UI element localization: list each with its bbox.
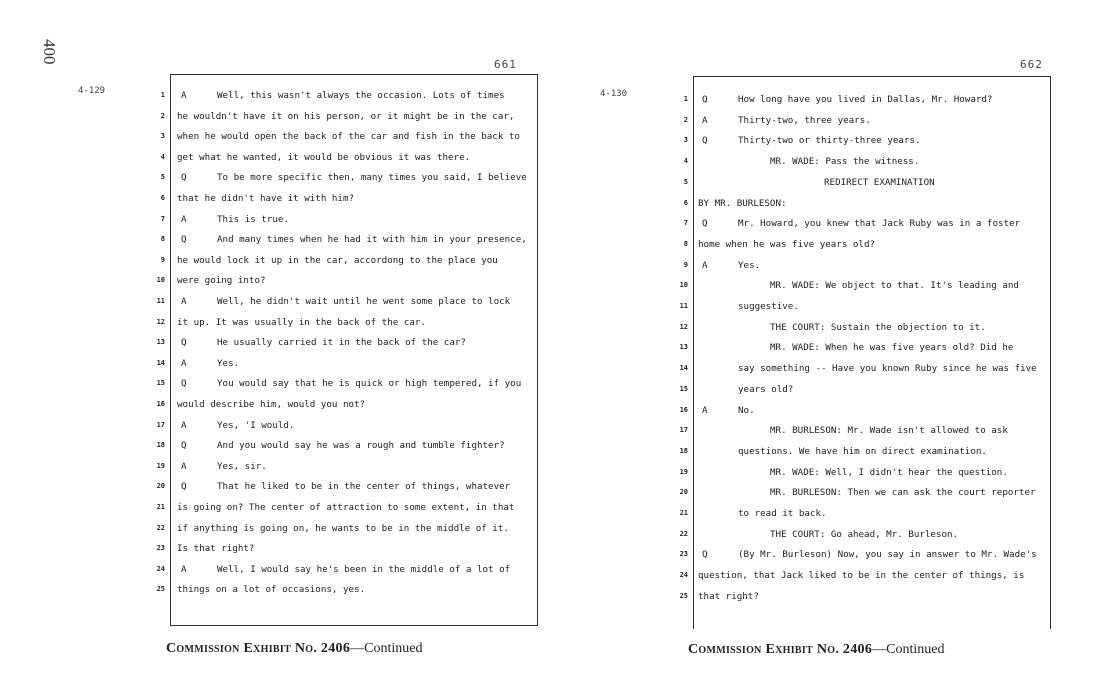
right-transcript (679, 76, 1051, 629)
speaker-marker: Q (181, 337, 187, 349)
transcript-line (156, 293, 537, 313)
speaker-marker: Q (181, 378, 187, 390)
line-number: 24 (156, 564, 165, 573)
line-text: You would say that he is quick or high tempered, if you (217, 378, 522, 390)
line-number: 1 (160, 91, 165, 99)
transcript-line (683, 195, 1050, 215)
line-text: Yes. (217, 357, 240, 369)
line-number: 2 (160, 111, 165, 120)
line-text: get what he wanted, it would be obvious it was there. (177, 151, 471, 163)
line-text: MR. BURLESON: Mr. Wade isn't allowed to ask (770, 425, 1008, 437)
speaker-marker: A (181, 296, 187, 307)
line-number: 19 (156, 461, 165, 470)
line-number: 11 (156, 297, 165, 305)
transcript-line (683, 153, 1050, 173)
line-text: Is that right? (177, 543, 255, 555)
transcript-line (156, 272, 537, 292)
line-text: Well, this wasn't always the occasion. Lots of times (217, 90, 505, 101)
line-number: 15 (679, 384, 688, 393)
line-text: to read it back. (738, 508, 827, 519)
line-number: 16 (156, 400, 165, 408)
line-number: 8 (683, 239, 688, 248)
transcript-line (683, 132, 1050, 152)
transcript-line (156, 458, 537, 478)
line-text: suggestive. (738, 301, 799, 312)
line-text: And many times when he had it with him in your presence, (217, 234, 527, 246)
transcript-line (679, 588, 1050, 608)
transcript-line (156, 520, 537, 540)
transcript-line (160, 190, 537, 210)
line-number: 11 (679, 302, 688, 310)
line-number: 5 (160, 173, 165, 182)
transcript-line (156, 581, 537, 601)
transcript-line (160, 252, 537, 272)
line-number: 19 (679, 467, 688, 476)
transcript-line (679, 526, 1050, 546)
left-transcript (156, 74, 538, 626)
transcript-line (679, 443, 1050, 463)
line-text: THE COURT: Sustain the objection to it. (770, 321, 986, 333)
line-number: 3 (160, 132, 165, 141)
line-number: 8 (160, 235, 165, 244)
line-number: 20 (679, 488, 688, 497)
line-number: 1 (683, 95, 688, 103)
line-text: questions. We have him on direct examination. (738, 445, 987, 457)
left-page-id: 4-129 (78, 86, 106, 96)
line-number: 6 (683, 198, 688, 207)
line-number: 23 (679, 550, 688, 559)
line-text: Well, he didn't wait until he went some place to lock (217, 296, 511, 307)
line-number: 6 (160, 194, 165, 202)
speaker-marker: A (702, 259, 708, 271)
line-text: MR. WADE: When he was five years old? Did he (770, 342, 1014, 354)
speaker-marker: Q (181, 172, 187, 184)
line-number: 2 (683, 115, 688, 124)
transcript-line (683, 257, 1050, 277)
line-text: home when he was five years old? (698, 238, 876, 250)
line-text: Yes. (738, 259, 761, 271)
transcript-line (156, 437, 537, 457)
line-text: say something -- Have you known Ruby since he was five (738, 363, 1037, 375)
transcript-line (160, 128, 537, 148)
transcript-line (156, 314, 537, 334)
line-text: How long have you lived in Dallas, Mr. Howard? (738, 94, 993, 105)
speaker-marker: Q (181, 481, 187, 493)
transcript-line (679, 298, 1050, 318)
left-caption-label: Commission Exhibit No. 2406 (166, 641, 351, 656)
line-text: THE COURT: Go ahead, Mr. Burleson. (770, 528, 959, 540)
line-text: would describe him, would you not? (177, 399, 366, 410)
right-page-id: 4-130 (600, 89, 628, 99)
speaker-marker: A (181, 357, 187, 369)
line-number: 13 (679, 343, 688, 352)
line-text: Mr. Howard, you knew that Jack Ruby was in a foster (738, 218, 1021, 230)
transcript-line (160, 169, 537, 189)
line-text: that he didn't have it with him? (177, 193, 355, 204)
transcript-line (679, 567, 1050, 587)
line-text: (By Mr. Burleson) Now, you say in answer to Mr. Wade's (738, 549, 1037, 561)
line-number: 23 (156, 544, 165, 553)
transcript-line (160, 211, 537, 231)
line-text: And you would say he was a rough and tumble fighter? (217, 440, 505, 452)
line-number: 14 (679, 364, 688, 373)
line-text: things on a lot of occasions, yes. (177, 584, 366, 596)
line-text: He usually carried it in the back of the car? (217, 337, 466, 349)
line-number: 10 (679, 281, 688, 290)
right-page-number: 662 (1020, 58, 1043, 71)
transcript-line (156, 499, 537, 519)
transcript-line (156, 540, 537, 560)
transcript-line (683, 174, 1050, 194)
line-number: 18 (679, 446, 688, 455)
transcript-line (156, 355, 537, 375)
line-text: MR. WADE: Well, I didn't hear the question. (770, 466, 1008, 478)
line-number: 13 (156, 338, 165, 347)
line-text: Yes, sir. (217, 460, 267, 472)
line-number: 12 (679, 322, 688, 331)
line-number: 17 (679, 426, 688, 435)
line-text: Thirty-two or thirty-three years. (738, 135, 921, 147)
line-number: 21 (679, 509, 688, 517)
right-caption-suffix: —Continued (872, 642, 945, 657)
left-caption-suffix: —Continued (350, 641, 423, 656)
speaker-marker: A (181, 213, 187, 225)
transcript-line (679, 339, 1050, 359)
line-text: BY MR. BURLESON: (698, 197, 787, 209)
line-text: REDIRECT EXAMINATION (824, 176, 935, 188)
transcript-line (160, 149, 537, 169)
transcript-line (683, 91, 1050, 111)
transcript-line (679, 422, 1050, 442)
line-number: 16 (679, 405, 688, 414)
speaker-marker: Q (702, 218, 708, 230)
line-text: Well, I would say he's been in the middle of a lot of (217, 563, 511, 575)
line-number: 10 (156, 276, 165, 285)
transcript-line (156, 478, 537, 498)
transcript-line (156, 417, 537, 437)
line-text: that right? (698, 590, 759, 602)
line-number: 21 (156, 503, 165, 511)
line-text: it up. It was usually in the back of the car. (177, 316, 426, 328)
transcript-line (160, 231, 537, 251)
line-text: if anything is going on, he wants to be in the middle of it. (177, 522, 509, 534)
line-text: were going into? (177, 275, 266, 287)
transcript-line (679, 505, 1050, 525)
line-number: 4 (160, 152, 165, 161)
line-number: 18 (156, 441, 165, 450)
transcript-line (679, 381, 1050, 401)
line-number: 20 (156, 482, 165, 491)
transcript-line (683, 236, 1050, 256)
line-number: 4 (683, 157, 688, 166)
transcript-line (683, 112, 1050, 132)
transcript-line (156, 396, 537, 416)
speaker-marker: Q (702, 549, 708, 561)
line-text: MR. BURLESON: Then we can ask the court reporter (770, 487, 1036, 499)
line-number: 17 (156, 420, 165, 429)
line-text: is going on? The center of attraction to some extent, in that (177, 502, 515, 513)
line-number: 5 (683, 177, 688, 186)
transcript-line (160, 108, 537, 128)
line-number: 14 (156, 358, 165, 367)
speaker-marker: A (181, 419, 187, 431)
line-number: 25 (679, 591, 688, 600)
line-text: That he liked to be in the center of things, whatever (217, 481, 511, 493)
transcript-line (679, 484, 1050, 504)
transcript-line (679, 277, 1050, 297)
line-number: 9 (683, 260, 688, 269)
line-text: Thirty-two, three years. (738, 114, 871, 126)
line-number: 3 (683, 136, 688, 145)
volume-page-number: 400 (40, 39, 59, 65)
speaker-marker: A (181, 90, 187, 101)
line-text: To be more specific then, many times you said, I believe (217, 172, 527, 184)
transcript-line (160, 87, 537, 107)
transcript-line (156, 561, 537, 581)
line-text: he would lock it up in the car, accordong to the place you (177, 254, 498, 266)
speaker-marker: A (181, 563, 187, 575)
line-text: question, that Jack liked to be in the center of things, is (698, 570, 1025, 582)
line-number: 22 (679, 529, 688, 538)
transcript-line (156, 334, 537, 354)
line-text: This is true. (217, 213, 289, 225)
line-text: MR. WADE: Pass the witness. (770, 156, 920, 168)
line-text: years old? (738, 383, 794, 395)
line-number: 25 (156, 585, 165, 594)
right-caption-label: Commission Exhibit No. 2406 (688, 642, 873, 657)
speaker-marker: A (181, 460, 187, 472)
line-number: 7 (160, 214, 165, 223)
line-text: MR. WADE: We object to that. It's leading and (770, 280, 1019, 292)
transcript-line (683, 215, 1050, 235)
line-number: 15 (156, 379, 165, 388)
left-page-number: 661 (494, 58, 517, 71)
speaker-marker: Q (181, 234, 187, 246)
speaker-marker: Q (181, 440, 187, 452)
speaker-marker: A (702, 114, 708, 126)
line-number: 22 (156, 523, 165, 532)
line-text: he wouldn't have it on his person, or it might be in the car, (177, 110, 515, 122)
right-caption (688, 642, 944, 658)
speaker-marker: Q (702, 94, 708, 105)
line-number: 9 (160, 255, 165, 264)
transcript-line (679, 464, 1050, 484)
line-number: 12 (156, 317, 165, 326)
speaker-marker: A (702, 404, 708, 416)
transcript-line (679, 402, 1050, 422)
transcript-line (679, 546, 1050, 566)
line-text: Yes, 'I would. (217, 419, 295, 431)
line-number: 24 (679, 571, 688, 580)
transcript-line (156, 375, 537, 395)
line-text: No. (738, 404, 755, 416)
transcript-line (679, 360, 1050, 380)
line-number: 7 (683, 219, 688, 228)
left-caption (166, 641, 422, 657)
transcript-line (679, 319, 1050, 339)
line-text: when he would open the back of the car and fish in the back to (177, 131, 520, 143)
speaker-marker: Q (702, 135, 708, 147)
